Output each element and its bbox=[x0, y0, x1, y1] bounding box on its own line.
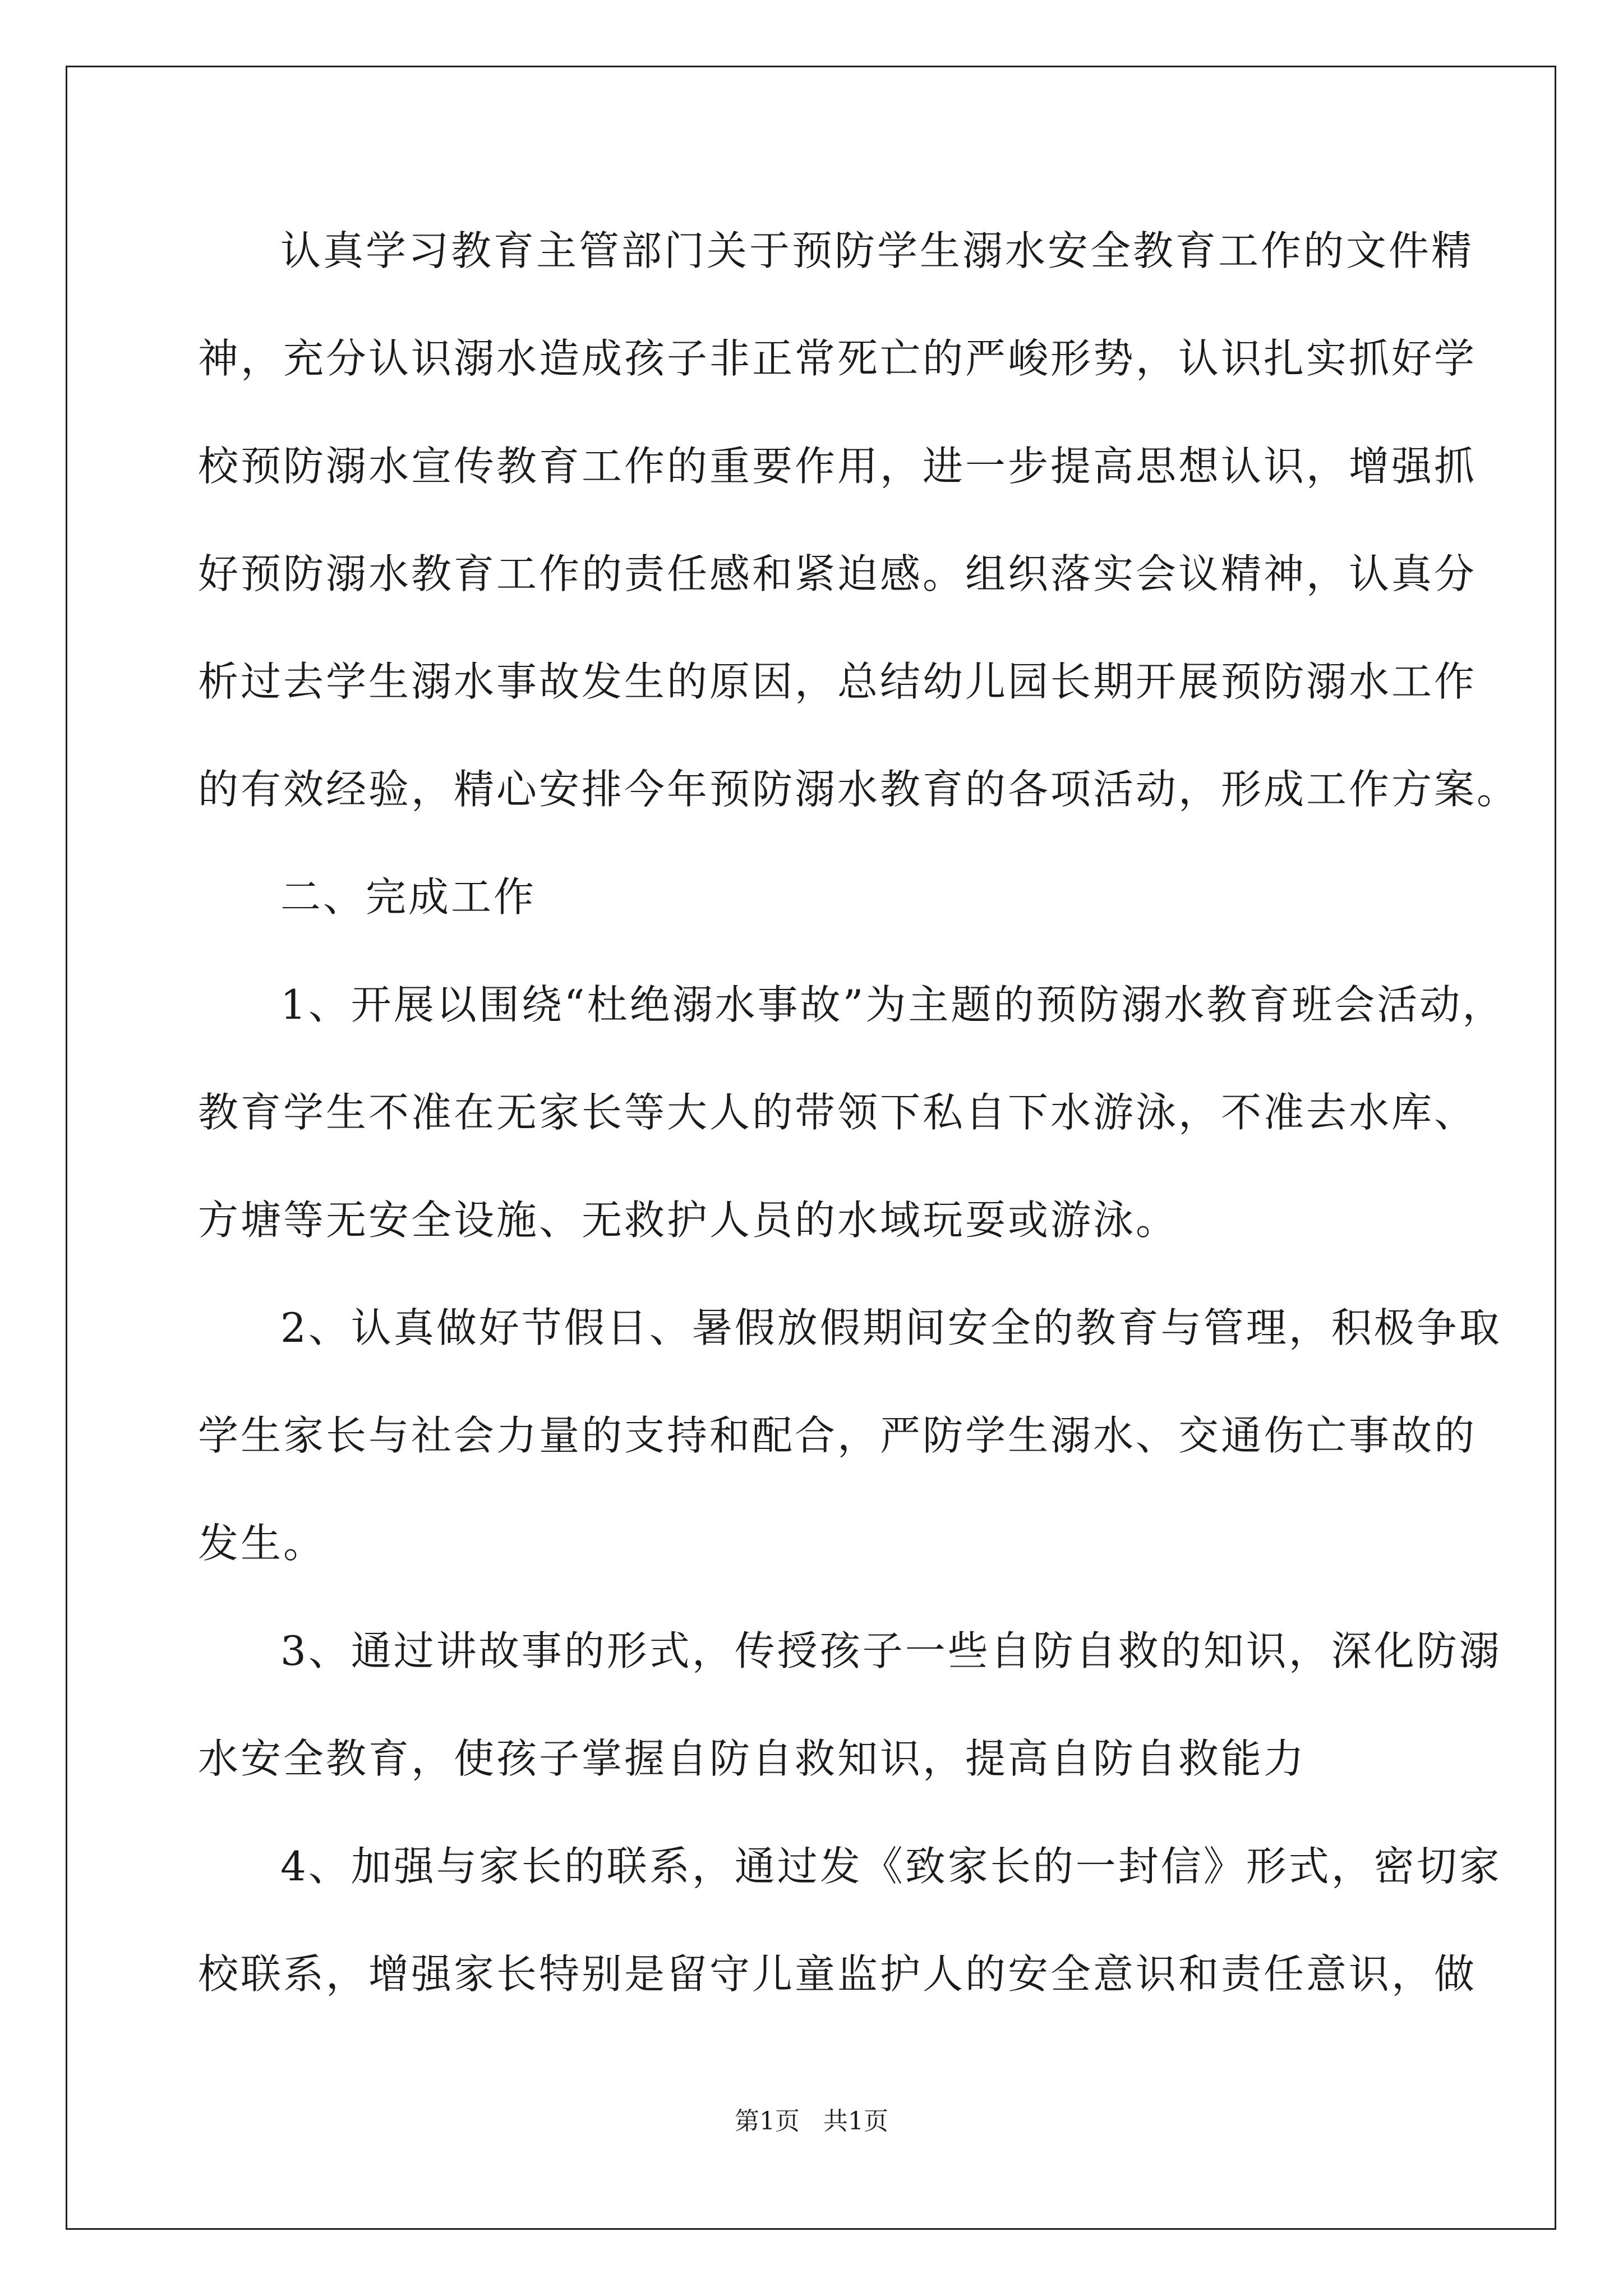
text-line: 发生。 bbox=[198, 1520, 326, 1567]
section-heading: 二、完成工作 bbox=[280, 873, 537, 921]
text-line: 学生家长与社会力量的支持和配合，严防学生溺水、交通伤亡事故的 bbox=[198, 1412, 1477, 1459]
text-line: 神，充分认识溺水造成孩子非正常死亡的严峻形势，认识扎实抓好学 bbox=[198, 335, 1477, 382]
text-line: 1、开展以围绕“杜绝溺水事故”为主题的预防溺水教育班会活动， bbox=[280, 981, 1505, 1028]
text-line: 方塘等无安全设施、无救护人员的水域玩耍或游泳。 bbox=[198, 1197, 1179, 1244]
text-line: 3、通过讲故事的形式，传授孩子一些自防自救的知识，深化防溺 bbox=[280, 1627, 1502, 1674]
page-footer: 第1页 共1页 bbox=[735, 2107, 888, 2136]
text-line: 好预防溺水教育工作的责任感和紧迫感。组织落实会议精神，认真分 bbox=[198, 550, 1477, 597]
text-line: 认真学习教育主管部门关于预防学生溺水安全教育工作的文件精 bbox=[280, 227, 1474, 274]
text-line: 析过去学生溺水事故发生的原因，总结幼儿园长期开展预防溺水工作 bbox=[198, 658, 1477, 705]
text-line: 4、加强与家长的联系，通过发《致家长的一封信》形式，密切家 bbox=[280, 1843, 1502, 1890]
text-line: 2、认真做好节假日、暑假放假期间安全的教育与管理，积极争取 bbox=[280, 1304, 1502, 1351]
text-line: 校预防溺水宣传教育工作的重要作用，进一步提高思想认识，增强抓 bbox=[198, 443, 1477, 490]
document-body bbox=[198, 213, 1520, 2044]
text-line: 教育学生不准在无家长等大人的带领下私自下水游泳，不准去水库、 bbox=[198, 1089, 1477, 1136]
text-line: 的有效经验，精心安排今年预防溺水教育的各项活动，形成工作方案。 bbox=[198, 766, 1520, 813]
text-line: 水安全教育，使孩子掌握自防自救知识，提高自防自救能力 bbox=[198, 1735, 1307, 1782]
text-line: 校联系，增强家长特别是留守儿童监护人的安全意识和责任意识，做 bbox=[198, 1950, 1477, 1998]
